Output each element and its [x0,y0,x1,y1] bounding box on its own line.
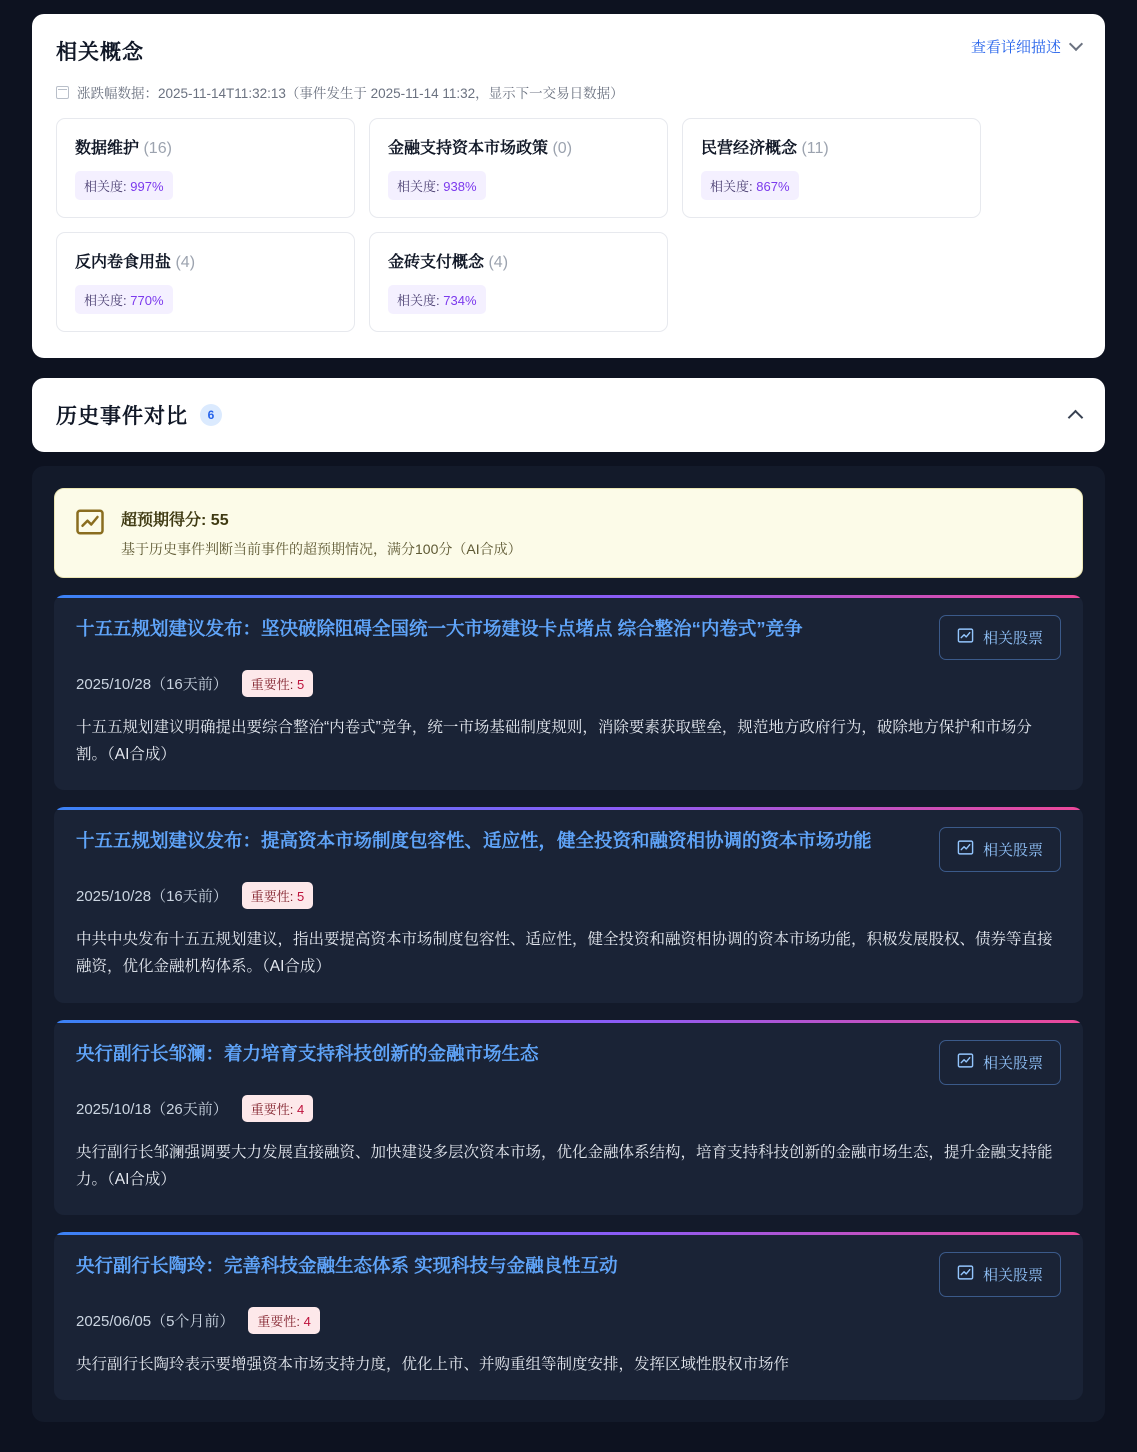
relevance-badge [75,171,173,200]
surprise-score-box [54,488,1083,578]
history-title-wrap [56,400,222,430]
chart-icon [957,627,974,648]
related-stocks-button[interactable] [939,827,1061,872]
surprise-score-title [121,507,522,530]
concept-label: 金砖支付概念 [388,254,485,271]
concept-name [388,135,649,158]
relevance-value: 867% [756,179,790,194]
related-stocks-label: 相关股票 [982,842,1043,860]
concept-name [701,135,962,158]
concept-name [388,249,649,272]
relevance-label: 相关度: [397,179,440,194]
event-card [54,1232,1083,1400]
event-meta [76,670,1061,697]
relevance-value: 938% [443,179,477,194]
relevance-value: 997% [130,179,164,194]
surprise-score-text [121,507,522,559]
event-title[interactable]: 十五五规划建议发布：坚决破除阻碍全国统一大市场建设卡点堵点 综合整治“内卷式”竞争 [76,618,803,639]
related-stocks-label: 相关股票 [982,1266,1043,1284]
surprise-score-subtitle: 基于历史事件判断当前事件的超预期情况，满分100分（AI合成） [121,541,522,557]
event-meta [76,1307,1061,1334]
relevance-label: 相关度: [710,179,753,194]
concept-count: (4) [488,254,509,271]
history-comparison-header[interactable] [32,378,1105,452]
surprise-score-label: 超预期得分: [121,512,207,529]
history-count-badge: 6 [200,404,222,426]
concept-label: 反内卷食用盐 [75,254,172,271]
history-title: 历史事件对比 [56,405,188,428]
calendar-icon [56,86,69,99]
event-description: 央行副行长邹澜强调要大力发展直接融资、加快建设多层次资本市场，优化金融体系结构，培育支持科技创新的金融市场生态，提升金融支持能力。（AI合成） [76,1143,1053,1188]
relevance-label: 相关度: [84,179,127,194]
concept-count: (16) [143,140,172,157]
related-stocks-button[interactable] [939,615,1061,660]
related-stocks-button[interactable] [939,1252,1061,1297]
event-card [54,1020,1083,1215]
event-top-row [76,1252,1061,1297]
event-top-row [76,827,1061,872]
relevance-value: 770% [130,293,164,308]
related-stocks-label: 相关股票 [982,630,1043,647]
event-top-row [76,1040,1061,1085]
surprise-score-value: 55 [210,512,229,529]
chevron-down-icon [1069,37,1083,51]
related-stocks-button[interactable] [939,1040,1061,1085]
history-events-section [32,466,1105,1422]
panel-header [56,36,1081,66]
importance-badge [248,1307,319,1334]
importance-value: 5 [297,889,305,905]
event-description: 十五五规划建议明确提出要综合整治“内卷式”竞争，统一市场基础制度规则，消除要素获取壁垒，规范地方政府行为，破除地方保护和市场分割。（AI合成） [76,719,1032,764]
importance-badge [242,670,313,697]
concept-label: 民营经济概念 [701,140,798,157]
importance-badge [242,1095,313,1122]
event-description: 中共中央发布十五五规划建议，指出要提高资本市场制度包容性、适应性，健全投资和融资相协调的资本市场功能，积极发展股权、债券等直接融资，优化金融机构体系。（AI合成） [76,931,1053,976]
relevance-badge [75,285,173,314]
view-detail-label: 查看详细描述 [970,39,1061,56]
importance-label: 重要性: [250,677,294,692]
relevance-badge [388,171,486,200]
event-description: 央行副行长陶玲表示要增强资本市场支持力度，优化上市、并购重组等制度安排，发挥区域性股权市场作 [76,1355,790,1373]
importance-badge [242,882,313,909]
importance-value: 4 [297,1101,305,1117]
event-date: 2025/06/05（5个月前） [76,1312,235,1330]
importance-label: 重要性: [250,889,294,905]
event-title[interactable]: 十五五规划建议发布：提高资本市场制度包容性、适应性，健全投资和融资相协调的资本市场功能 [76,830,872,852]
importance-value: 4 [303,1313,311,1329]
event-date: 2025/10/28（16天前） [76,888,228,906]
event-meta [76,1095,1061,1122]
concept-card[interactable] [369,118,668,218]
page-title: 相关概念 [56,41,144,64]
relevance-value: 734% [443,293,477,308]
concept-list [56,118,1081,332]
view-detail-link[interactable] [971,36,1081,57]
chevron-up-icon[interactable] [1068,409,1084,425]
concept-card[interactable] [56,232,355,332]
relevance-badge [701,171,799,200]
chart-icon [957,1264,974,1285]
related-concepts-panel [32,14,1105,358]
chart-icon [957,839,974,860]
relevance-label: 相关度: [84,293,127,308]
concept-name [75,249,336,272]
concept-label: 数据维护 [75,140,140,157]
chart-icon [957,1052,974,1073]
importance-value: 5 [297,677,305,692]
concept-name [75,135,336,158]
trending-up-icon [75,507,105,537]
event-meta [76,882,1061,909]
concept-card[interactable] [56,118,355,218]
event-title[interactable]: 央行副行长邹澜：着力培育支持科技创新的金融市场生态 [76,1042,539,1064]
concept-label: 金融支持资本市场政策 [388,140,549,157]
concept-count: (11) [801,140,829,157]
event-date: 2025/10/28（16天前） [76,676,228,693]
relevance-badge [388,285,486,314]
event-card [54,807,1083,1002]
importance-label: 重要性: [257,1313,301,1329]
concept-card[interactable] [682,118,981,218]
event-date: 2025/10/18（26天前） [76,1100,228,1118]
concept-count: (4) [175,254,196,271]
concept-card[interactable] [369,232,668,332]
event-card [54,595,1083,790]
price-data-meta [56,82,1081,102]
event-top-row [76,615,1061,660]
related-stocks-label: 相关股票 [982,1054,1043,1072]
event-title[interactable]: 央行副行长陶玲：完善科技金融生态体系 实现科技与金融良性互动 [76,1254,618,1276]
price-data-meta-text: 涨跌幅数据：2025-11-14T11:32:13（事件发生于 2025-11-14 11:32，显示下一交易日数据） [77,86,624,101]
importance-label: 重要性: [250,1101,294,1117]
concept-count: (0) [552,140,573,157]
relevance-label: 相关度: [397,293,440,308]
